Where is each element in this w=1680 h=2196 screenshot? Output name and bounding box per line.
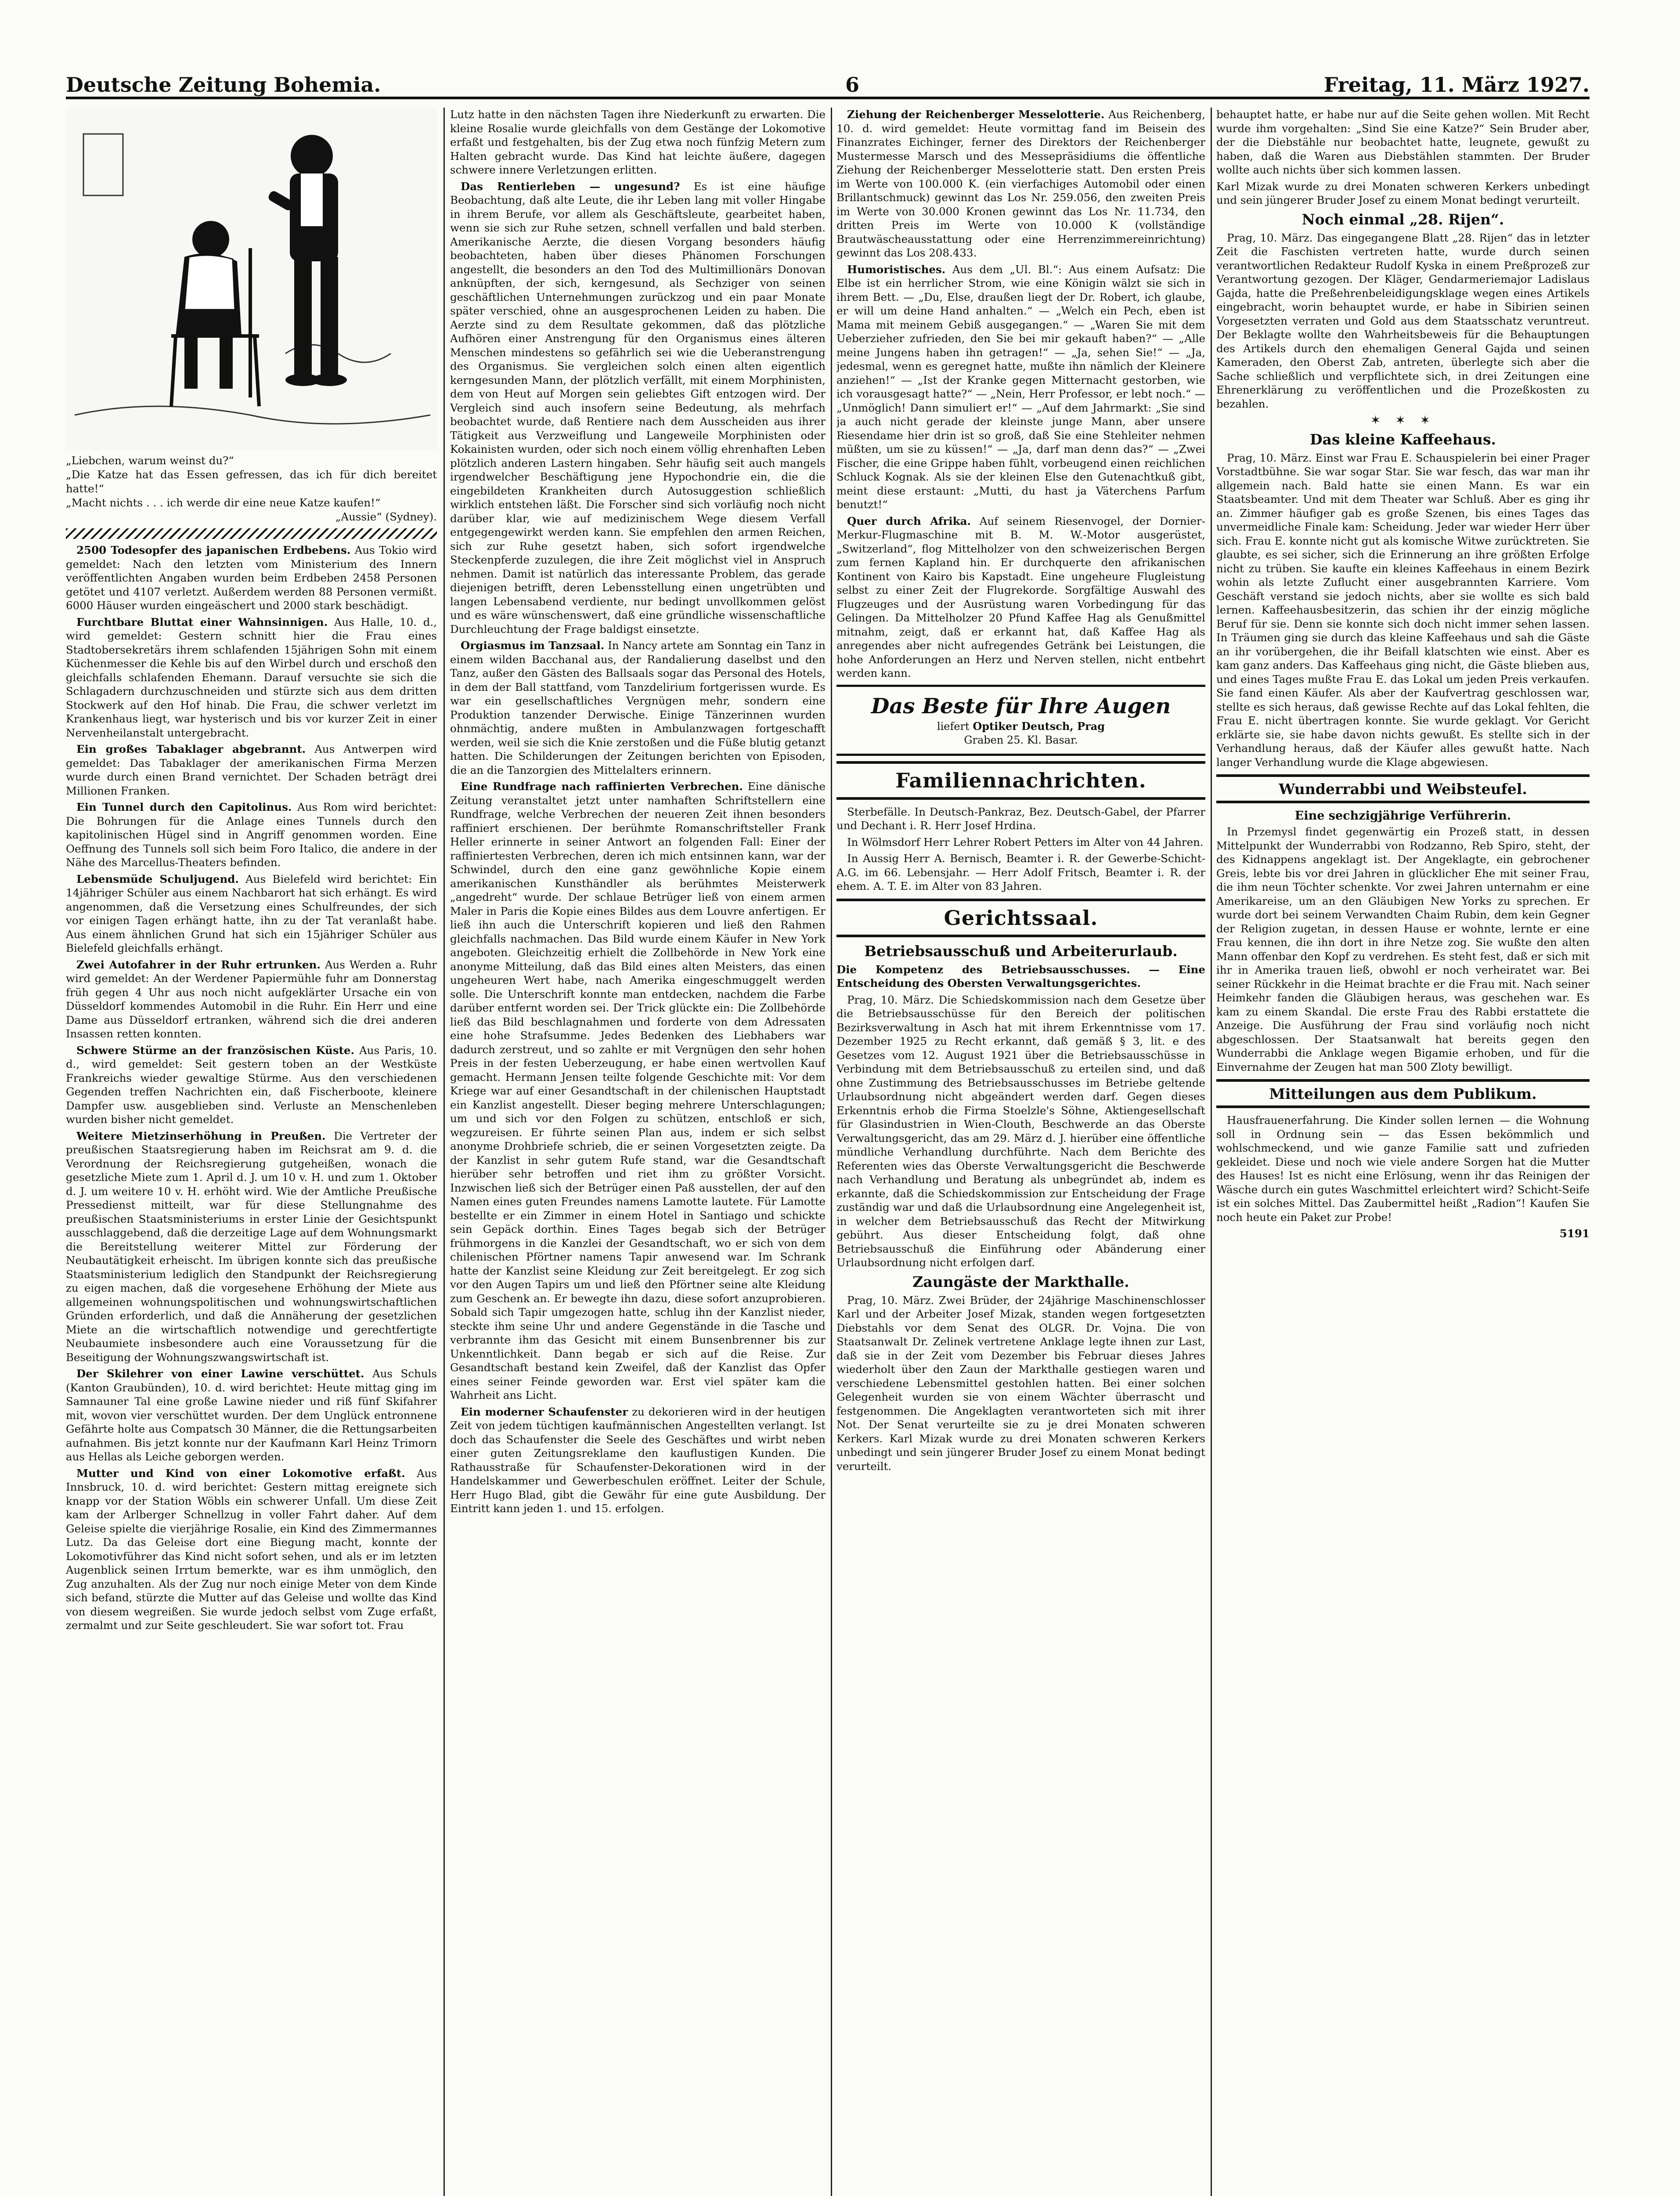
article-headline: Das Rentierleben — ungesund? [461, 180, 680, 193]
article-headline: Mutter und Kind von einer Lokomotive erfaßt. [76, 1466, 405, 1480]
article-text: Karl Mizak wurde zu drei Monaten schweren Kerkers unbedingt und sein jüngerer Bruder Josef zu einem Monat bedingt verurteilt. [1216, 180, 1590, 206]
cartoon-illustration [66, 108, 437, 450]
article [66, 543, 437, 613]
caption-line-1: „Liebchen, warum weinst du?“ [66, 454, 234, 467]
article-headline: 2500 Todesopfer des japanischen Erdbebens. [76, 544, 351, 556]
article-text: Aus Werden a. Ruhr wird gemeldet: An der Werdener Papiermühle fuhr am Donnerstag früh gegen 4 Uhr aus noch nicht aufgeklärter Ursache ein von Düsseldorf kommendes Automobil in die Ruhr. Ein Herr und eine Dame aus Düsseldorf ertranken, während sich die drei anderen Insassen retten konnten. [66, 958, 437, 1040]
article [66, 872, 437, 955]
family-news-item: In Wölmsdorf Herr Lehrer Robert Petters im Alter von 44 Jahren. [847, 835, 1204, 849]
caption-line-2: „Die Katze hat das Essen gefressen, das ich für dich bereitet hatte!“ [66, 468, 437, 495]
article [1216, 180, 1590, 207]
column-3 [836, 108, 1205, 2196]
article-text: behauptet hatte, er habe nur auf die Seite gehen wollen. Mit Recht wurde ihm vorgehalten: „Sind Sie eine Katze?“ Sein Bruder aber, der die Diebstähle nur beobachtet hatte, leugnete, gewußt zu haben, daß die Waren aus Diebstählen stammten. Der Bruder wollte auch nichts über sich kommen lassen. [1216, 108, 1590, 176]
masthead-page-number: 6 [845, 73, 860, 97]
article-headline: Ein moderner Schaufenster [461, 1405, 628, 1418]
market-text: Prag, 10. März. Zwei Brüder, der 24jährige Maschinenschlosser Karl und der Arbeiter Josef Mizak, standen wegen fortgesetzten Diebstahls vor dem Senat des OLGR. Dr. Vojna. Die von Staatsanwalt Dr. Zelinek vertretene Anklage legte ihnen zur Last, daß sie in der Zeit vom Dezember bis Februar dieses Jahres wiederholt über den Zaun der Markthalle gestiegen waren und verschiedene Lebensmittel gestohlen hatten. Bei einer solchen Gelegenheit wurden sie von einem Wächter überrascht und festgenommen. Die Angeklagten verantworteten sich mit ihrer Not. Der Senat verurteilte sie zu je drei Monaten schweren Kerkers. Karl Mizak wurde zu drei Monaten schweren Kerkers unbedingt und sein jüngerer Bruder Josef zu einem Monat bedingt verurteilt. [836, 1293, 1205, 1473]
article-text: Aus Halle, 10. d., wird gemeldet: Gestern schnitt hier die Frau eines Stadtobersekretärs ihrem schlafenden 15jährigen Sohn mit einem Küchenmesser die Kehle bis auf den Wirbel durch und erschoß den gleichfalls schlafenden Ehemann. Darauf versuchte sie sich die Schlagadern durchzuschneiden und stürzte sich aus dem dritten Stockwerk auf den Hof hinab. Die Frau, die schwer verletzt im Krankenhaus liegt, war hysterisch und bis vor kurzer Zeit in einer Nervenheilanstalt untergebracht. [66, 615, 437, 739]
article-headline: Eine Rundfrage nach raffinierten Verbrechen. [461, 780, 743, 793]
family-news-item: Sterbefälle. In Deutsch-Pankraz, Bez. Deutsch-Gabel, der Pfarrer und Dechant i. R. Herr Josef Hrdina. [836, 805, 1205, 832]
column-4-articles [1216, 108, 1590, 207]
masthead-date: Freitag, 11. März 1927. [1323, 73, 1590, 97]
court-title: Gerichtssaal. [944, 906, 1098, 930]
article [836, 263, 1205, 512]
cafe-title: Das kleine Kaffeehaus. [1309, 430, 1496, 448]
article-headline: Weitere Mietzinserhöhung in Preußen. [76, 1129, 326, 1142]
article [66, 1466, 437, 1633]
article [66, 1129, 437, 1365]
column-4 [1216, 108, 1590, 2196]
article-text: zu dekorieren wird in der heutigen Zeit von jedem tüchtigen kaufmännischen Angestellten verlangt. Ist doch das Schaufenster die Seele des Geschäftes und wirbt neben einer guten Zeitungsreklame den kauflustigen Kunden. Die Rathausstraße für Schaufenster-Dekorationen wird in der Handelskammer und Gewerbeschulen eröffnet. Leiter der Schule, Herr Hugo Blad, gibt die Gewähr für eine gute Ausbildung. Der Eintritt kann jeden 1. und 15. erfolgen. [450, 1405, 826, 1515]
ornament-divider: ✶ ✶ ✶ [1370, 413, 1436, 427]
article [66, 1044, 437, 1127]
article-text: Aus Schuls (Kanton Graubünden), 10. d. wird berichtet: Heute mittag ging im Samnauner Tal eine große Lawine nieder und riß fünf Skifahrer mit, wovon vier verschüttet wurden. Der dem Unglück entronnene Gefährte holte aus Compatsch 30 Männer, die die Rettungsarbeiten aufnahmen. Bis jetzt konnte nur der Kaufmann Karl Heinz Trimorn aus Hellas als Leiche geborgen werden. [66, 1367, 437, 1463]
court-subtitle: Betriebsausschuß und Arbeiterurlaub. [864, 942, 1178, 960]
wonder-title: Wunderrabbi und Weibsteufel. [1279, 780, 1527, 798]
rijen-text: Prag, 10. März. Das eingegangene Blatt „28. Rijen“ das in letzter Zeit die Faschisten vertreten hatte, wurde durch seinen verantwortlichen Redakteur Rudolf Kyska in einem Preßprozeß zur Verantwortung gezogen. Der Kläger, Gendarmeriemajor Ladislaus Gajda, hatte die Preßehrenbeleidigungsklage wegen eines Artikels eingebracht, worin behauptet wurde, er habe in Sibirien seinen Vorgesetzten verraten und Gold aus dem Staatsschatz veruntreut. Der Beklagte wollte den Wahrheitsbeweis für die Behauptungen des Artikels durch den ehemaligen General Gajda und seinen Kameraden, den Oberst Zab, antreten, überlegte sich aber die Sache schließlich und verpflichtete sich, in drei Zeitungen eine Ehrenerklärung zu veröffentlichen und die Prozeßkosten zu bezahlen. [1216, 231, 1590, 410]
notice-text: Hausfrauenerfahrung. Die Kinder sollen lernen — die Wohnung soll in Ordnung sein — das Essen bekömmlich und wohlschmeckend, und wie ganze Familie satt und zufrieden gekleidet. Diese und noch wie viele andere Sorgen hat die Mutter des Hauses! Ist es nicht eine Erlösung, wenn ihr das Reinigen der Wäsche durch ein gutes Waschmittel erleichtert wird? Schicht-Seife ist ein solches Mittel. Das Zaubermittel heißt „Radion“! Kaufen Sie noch heute ein Paket zur Probe! [1216, 1114, 1590, 1224]
article [450, 639, 826, 777]
article [66, 958, 437, 1041]
ad-slogan: Das Beste für Ihre Augen [871, 693, 1171, 719]
rijen-title: Noch einmal „28. Rijen“. [1301, 210, 1504, 228]
article-text: Aus dem „Ul. Bl.“: Aus einem Aufsatz: Die Elbe ist ein herrlicher Strom, wie eine Königin wälzt sie sich in ihrem Bett. — „Du, Else, draußen liegt der Dr. Robert, ich glaube, er will um deine Hand anhalten.“ — „Welch ein Pech, eben ist Mama mit meinem Gebiß ausgegangen.“ — „Waren Sie mit dem Ueberzieher zufrieden, den Sie bei mir gekauft haben?“ — „Alle meine Jungens haben ihn getragen!“ — „Ja, sehen Sie!“ — „Ja, jedesmal, wenn es geregnet hatte, mußte ihn nämlich der Kleinere anziehen!“ — „Ist der Kranke gegen Mitternacht gestorben, wie ich vorausgesagt hatte?“ — „Nein, Herr Professor, er lebt noch.“ — „Unmöglich! Dann simuliert er!“ — „Auf dem Jahrmarkt: „Sie sind ja auch nicht gerade der kleinste junge Mann, aber unsere Riesendame hier drin ist so groß, daß Sie eine Stehleiter nehmen müßten, um sie zu küssen!“ — „Ja, darf man denn das?“ — „Zwei Fischer, die eine Grippe haben fühlt, vorbeugend einen reichlichen Schluck Kognak. Als sie der kleinen Else den Gutenachtkuß gibt, meint diese erstaunt: „Mutti, du hast ja Väterchens Parfum benutzt!“ [836, 263, 1205, 511]
decorative-divider [66, 528, 437, 539]
article [66, 800, 437, 870]
article-text: Aus Rom wird berichtet: Die Bohrungen für die Anlage eines Tunnels durch den kapitolinischen Hügel sind in Angriff genommen worden. Eine Oeffnung des Tunnels soll sich beim Foro Italico, die andere in der Nähe des Marcellus-Theaters befinden. [66, 801, 437, 869]
article-text: Die Vertreter der preußischen Staatsregierung haben im Reichsrat am 9. d. die Verordnung der Reichsregierung gutgeheißen, wonach die gesetzliche Miete zum 1. April d. J. um 10 v. H. und zum 1. Oktober d. J. um weitere 10 v. H. erhöht wird. Wie der Amtliche Preußische Pressedienst mitteilt, war für diese Stellungnahme des preußischen Staatsministeriums in erster Linie der Gesichtspunkt ausschlaggebend, daß die derzeitige Lage auf dem Wohnungsmarkt die Bereitstellung weiterer Mittel zur Förderung der Neubautätigkeit erheischt. Im übrigen konnte sich das preußische Staatsministerium lediglich den Standpunkt der Reichsregierung zu eigen machen, daß die vorgesehene Erhöhung der Miete aus allgemeinen wohnungspolitischen und wohnungswirtschaftlichen Gründen erforderlich, und daß die Annäherung der gesetzlichen Miete an die wirtschaftlich notwendige und gerechtfertigte Neubaumiete insbesondere auch eine Voraussetzung für die Beseitigung der Wohnungszwangswirtschaft ist. [66, 1129, 437, 1364]
article-text: Aus Innsbruck, 10. d. wird berichtet: Gestern mittag ereignete sich knapp vor der Station Wöbls ein schwerer Unfall. Um diese Zeit kam der Arlberger Schnellzug in voller Fahrt daher. Auf dem Geleise spielte die vierjährige Rosalie, ein Kind des Zimmermannes Lutz. Da das Geleise dort eine Biegung macht, konnte der Lokomotivführer das Kind nicht sofort sehen, und als er im letzten Augenblick seinen Irrtum bemerkte, war es ihm unmöglich, den Zug anzuhalten. Als der Zug nur noch einige Meter von dem Kinde sich befand, stürzte die Mutter auf das Geleise und wollte das Kind von diesem wegreißen. Sie wurde jedoch selbst vom Zuge erfaßt, zermalmt und zur Seite geschleudert. Sie war sofort tot. Frau [66, 1466, 437, 1632]
cartoon-credit: „Aussie“ (Sydney). [335, 510, 437, 523]
article-headline: Zwei Autofahrer in der Ruhr ertrunken. [76, 958, 321, 971]
article [450, 1405, 826, 1516]
column-1-articles [66, 543, 437, 1633]
article-text: Aus Reichenberg, 10. d. wird gemeldet: Heute vormittag fand im Beisein des Finanzrates Eichinger, ferner des Direktors der Reichenberger Mustermesse Marsch und des Messepräsidiums die öffentliche Ziehung der Reichenberger Messelotterie statt. Den ersten Preis im Werte von 100.000 K. (ein vierfachiges Automobil oder einen Brillantschmuck) gewinnt das Los Nr. 259.056, den zweiten Preis im Werte von 30.000 Kronen gewinnt das Los Nr. 11.734, den dritten Preis im Werte von 10.000 K (vollständige Brautwäscheausstattung oder eine Herrenzimmereinrichtung) gewinnt das Los 208.433. [836, 108, 1205, 259]
article [66, 742, 437, 798]
article-text: Aus Bielefeld wird berichtet: Ein 14jähriger Schüler aus einem Nachbarort hat sich erhängt. Es wird angenommen, daß die Versetzung eines Schulfreundes, der sich vor einigen Tagen erhängt hatte, ihn zu der Tat veranlaßt habe. Aus einem ähnlichen Grund hat sich ein 15jähriger Schüler aus Bielefeld gleichfalls erhängt. [66, 872, 437, 954]
caption-line-3: „Macht nichts . . . ich werde dir eine neue Katze kaufen!“ [66, 496, 381, 509]
column-rule [831, 108, 832, 2196]
article-text: Eine dänische Zeitung veranstaltet jetzt unter namhaften Schriftstellern eine Rundfrage, welche Verbrechen der neueren Zeit ihnen besonders raffiniert erschienen. Der berühmte Romanschriftsteller Frank Heller erinnerte in seiner Antwort an folgenden Fall: Einer der raffiniertesten Verbrechen, deren ich mich entsinnen kann, war der Schwindel, durch den eine ganz gewöhnliche Kopie einem amerikanischen Kunsthändler als berühmtes Meisterwerk „angedreht“ wurde. Der schlaue Betrüger ließ von einem armen Maler in Paris die Kopie eines Bildes aus dem Louvre anfertigen. Er ließ ihn auch die Unterschrift kopieren und ließ den Rahmen gleichfalls nachmachen. Das Bild wurde einem Käufer in New York angeboten. Gleichzeitig erhielt die Zollbehörde in New York eine anonyme Mitteilung, daß das Bild eines alten Meisters, das einen ungeheuren Wert habe, nach Amerika eingeschmuggelt werden solle. Die Unterschrift konnte man entdecken, nachdem die Farbe darüber entfernt worden sei. Der Trick glückte ein: Die Zollbehörde ließ das Bild beschlagnahmen und forderte von dem Adressaten eine hohe Strafsumme. Jedes Bedenken des Liebhabers war dadurch zerstreut, und so zahlte er mit Vergnügen den sehr hohen Preis in der festen Ueberzeugung, er habe einen wertvollen Kauf gemacht. Hermann Jensen teilte folgende Geschichte mit: Vor dem Kriege war auf einer Gesandtschaft in der chilenischen Hauptstadt ein Kanzlist angestellt. Dieser beging mehrere Unterschlagungen; um und sich vor den Folgen zu schützen, entschloß er sich, wegzureisen. Er führte seinen Plan aus, indem er sich selbst anonyme Drohbriefe schrieb, die er seinen Vorgesetzten zeigte. Da der Kanzlist in sehr gutem Rufe stand, war die Gesandtschaft hierüber sehr betroffen und riet ihm zu größter Vorsicht. Inzwischen ließ sich der Betrüger einen Paß ausstellen, der auf den Namen eines guten Freundes namens Lamotte lautete. Für Lamotte bestellte er ein Zimmer in einem Hotel in Santiago und schickte sein Gepäck dorthin. Eines Tages begab sich der Betrüger frühmorgens in die Kanzlei der Gesandtschaft, wo er sich von dem chilenischen Pförtner namens Tapir anwesend war. Im Schrank hatte der Kanzlist seine Kleidung zur Zeit bereitgelegt. Er zog sich vor den Augen Tapirs um und ließ den Pförtner seine alte Kleidung zum Geschenk an. Er bewegte ihn dazu, diese sofort anzuprobieren. Sobald sich Tapir umgezogen hatte, schlug ihn der Kanzlist nieder, steckte ihm seine Uhr und andere Gegenstände in die Tasche und verbrannte ihm das Gesicht mit einem Bunsenbrenner bis zur Unkenntlichkeit. Dann begab er sich auf die Reise. Zur Gesandtschaft bestand kein Zweifel, daß der Kanzlist das Opfer eines seiner Feinde geworden war. Erst viel später kam die Wahrheit ans Licht. [450, 780, 826, 1401]
masthead [66, 66, 1590, 99]
column-1 [66, 108, 437, 2196]
column-3-articles [836, 108, 1205, 680]
article-text: Aus Antwerpen wird gemeldet: Das Tabaklager der amerikanischen Firma Merzen wurde durch einen Brand vernichtet. Der Schaden beträgt drei Millionen Franken. [66, 743, 437, 797]
article [66, 1367, 437, 1464]
market-title: Zaungäste der Markthalle. [912, 1273, 1129, 1290]
article-text: Es ist eine häufige Beobachtung, daß alte Leute, die ihr Leben lang mit voller Hingabe in ihrem Berufe, vor allem als Geschäftsleute, gearbeitet haben, wenn sie sich zur Ruhe setzen, schnell verfallen und bald sterben. Amerikanische Aerzte, die diesen Vorgang besonders häufig beobachteten, haben über dieses Phänomen Forschungen angestellt, die besonders an den Tod des Multimillionärs Donovan anknüpften, der sich, kerngesund, als Sechziger von seinen geschäftlichen Unternehmungen zurückzog und ein paar Monate später verschied, ohne an ausgesprochenen Leiden zu haben. Die Aerzte sind zu dem Resultate gekommen, daß das plötzliche Aufhören einer Anstrengung für den Organismus eines älteren Menschen mindestens so gefährlich sei wie die Ueberanstrengung des Organismus. Sie vergleichen solch einen alten eigentlich kerngesunden Mann, der plötzlich verfällt, mit einem Morphinisten, dem von Heut auf Morgen sein geliebtes Gift entzogen wird. Der Vergleich sind auch insofern seine Bedeutung, als mehrfach beobachtet wurde, daß Rentiere nach dem Ausscheiden aus ihrer Tätigkeit aus Verzweiflung und Langeweile Morphinisten oder Kokainisten wurden, oder sich noch einem völlig ehrenhaften Leben plötzlich anderen Lastern hingaben. Sehr häufig seit auch mangels irgendwelcher Beschäftigung jene Hypochondrie ein, die die eingebildeten Krankheiten durch Autosuggestion schließlich wirklich entstehen läßt. Die Forscher sind sich vorläufig noch nicht darüber klar, wie auf medizinischem Wege diesem Verfall entgegengewirkt werden kann. Sie empfehlen den armen Reichen, sich zur Ruhe gesetzt haben, sich sofort irgendwelche Steckenpferde zuzulegen, die ihre Zeit möglichst viel in Anspruch nehmen. Damit ist natürlich das interessante Problem, das gerade diejenigen betrifft, deren Lebensstellung einen ungetrübten und langen Lebensabend verdiente, nur bedingt unvollkommen gelöst und es wäre wünschenswert, daß eine gründliche wissenschaftliche Durchleuchtung der Frage baldigst einsetzte. [450, 180, 826, 636]
family-news-list [836, 805, 1205, 893]
court-text: Prag, 10. März. Die Schiedskommission nach dem Gesetze über die Betriebsausschüsse für den Bereich der politischen Bezirksverwaltung in Asch hat mit ihrem Erkenntnisse vom 17. Dezember 1925 zu Recht erkannt, daß gemäß § 3, lit. e des Gesetzes vom 12. August 1921 über die Betriebsausschüsse in Verbindung mit dem Betriebsausschuß zu erteilen sind, und daß ohne Zustimmung des Betriebsausschusses im Betriebe geltende Urlaubsordnung nicht abgeändert werden darf. Gegen dieses Erkenntnis erhob die Firma Stoelzle's Söhne, Aktiengesellschaft für Glasindustrien in Wien-Clouth, Beschwerde an das Oberste Verwaltungsgericht, das am 29. März d. J. hierüber eine öffentliche mündliche Verhandlung durchführte. Nach dem Berichte des Referenten wies das Oberste Verwaltungsgericht die Beschwerde nach Verhandlung und Beratung als unbegründet ab, indem es erkannte, daß die Schiedskommission zur Entscheidung der Frage zuständig war und daß die Urlaubsordnung eine Angelegenheit ist, in welcher dem Betriebsausschuß das Recht der Mitwirkung gebührt. Aus dieser Entscheidung folgt, daß ohne Betriebsausschuß die Einführung oder Abänderung einer Urlaubsordnung nicht erfolgen darf. [836, 993, 1205, 1269]
ad-supplier-lead: liefert [937, 720, 970, 733]
column-2-articles [450, 108, 826, 1516]
article-headline: Furchtbare Bluttat einer Wahnsinnigen. [76, 615, 328, 628]
article-headline: Der Skilehrer von einer Lawine verschüttet. [76, 1367, 364, 1380]
article [450, 180, 826, 636]
cartoon-caption [66, 454, 437, 524]
article [836, 108, 1205, 260]
article [450, 108, 826, 177]
article-text: Aus Paris, 10. d., wird gemeldet: Seit gestern toben an der Westküste Frankreichs wieder gewaltige Stürme. Aus den verschiedenen Gegenden treffen Nachrichten ein, daß Fischerboote, kleinere Dampfer usw. ausgeblieben sind. Verluste an Menschenleben wurden bisher nicht gemeldet. [66, 1044, 437, 1126]
article-headline: Ziehung der Reichenberger Messelotterie. [847, 108, 1105, 121]
article [450, 780, 826, 1402]
article-headline: Humoristisches. [847, 263, 946, 276]
wonder-section-header [1216, 774, 1590, 803]
ad-supplier [839, 719, 1203, 734]
cartoon-drawing [66, 108, 437, 450]
notice-code: 5191 [1559, 1227, 1590, 1240]
article-headline: Orgiasmus im Tanzsaal. [461, 639, 605, 652]
column-rule [1211, 108, 1212, 2196]
ad-supplier-name: Optiker Deutsch, Prag [973, 719, 1105, 733]
optician-advertisement [836, 685, 1205, 756]
notice-section-header [1216, 1079, 1590, 1108]
court-section-header [836, 899, 1205, 937]
wonder-text: In Przemysl findet gegenwärtig ein Prozeß statt, in dessen Mittelpunkt der Wunderrabbi von Rodzanno, Reb Spiro, steht, der des Kidnappens angeklagt ist. Der Angeklagte, ein gebrochener Greis, lebte bis vor drei Jahren in glücklicher Ehe mit seiner Frau, die ihm neun Töchter schenkte. Vor zwei Jahren unternahm er eine Amerikareise, um an den Gläubigen New Yorks zu sprechen. Er wurde dort bei seinem Verwandten Chaim Rubin, dem kein Gegner der Religion zugetan, in dessen Hause er wohnte, lernte er eine Frau kennen, die ihn dort in ihre Netze zog. Sie wußte den alten Mann offenbar den Kopf zu verdrehen. Es steht fest, daß er sich mit ihr in Amerika trauen ließ, obwohl er noch verheiratet war. Bei seiner Rückkehr in die Heimat brachte er die Frau mit. Nach seiner Heimkehr fanden die Gläubigen heraus, was geschehen war. Es kam zu einem Skandal. Die erste Frau des Rabbi erstattete die Anzeige. Die Ausführung der Frau sind vorläufig noch nicht abgeschlossen. Der Staatsanwalt hat bereits gegen den Wunderrabbi die Anklage wegen Bigamie erhoben, und für die Einvernahme der Zeugen hat man 500 Zloty bewilligt. [1216, 825, 1590, 1073]
article-text: In Nancy artete am Sonntag ein Tanz in einem wilden Bacchanal aus, der Randalierung daselbst und den Tanz, außer den Gästen des Ballsaals sogar das Personal des Hotels, in dem der Ball stattfand, vom Tanzdelirium fortgerissen wurde. Es war ein gesellschaftliches Vergnügen mehr, sondern eine Produktion tanzender Derwische. Einige Tänzerinnen wurden ohnmächtig, andere mußten in Ambulanzwagen fortgeschafft werden, weil sie sich die Knie zerstoßen und die Füße blutig getanzt hatten. Die Schilderungen der Zeitungen berichten von Episoden, die an die Tanzorgien des Mittelalters erinnern. [450, 639, 826, 777]
family-news-item: In Aussig Herr A. Bernisch, Beamter i. R. der Gewerbe-Schicht-A.G. im 66. Lebensjahr. — Herr Adolf Fritsch, Beamter i. R. der ehem. A. T. E. im Alter von 83 Jahren. [836, 852, 1205, 892]
masthead-paper-name: Deutsche Zeitung Bohemia. [66, 73, 381, 97]
article [66, 615, 437, 740]
column-rule [443, 108, 445, 2196]
cafe-text: Prag, 10. März. Einst war Frau E. Schauspielerin bei einer Prager Vorstadtbühne. Sie war sogar Star. Sie war fesch, das war man ihr allgemein nach. Bald hatte sie einen Mann. Es war ein Staatsbeamter. Und mit dem Theater war Schluß. Aber es ging ihr an. Zimmer häufiger gab es große Szenen, bis eines Tages das unvermeidliche Finale kam: Scheidung. Jeder war wieder Herr über sich. Frau E. konnte nicht gut als komische Witwe zurücktreten. Sie glaubte, es sei sicher, sich die Erinnerung an ihre größten Erfolge nicht zu trüben. Sie kaufte ein kleines Kaffeehaus in einem Bezirk wohin als letzte Zuflucht einer ausgebrannten Karriere. Vom Geschäft verstand sie jedoch nichts, aber sie wollte es sich bald lernen. Kaffeehausbesitzerin, das schien ihr der einzig mögliche Beruf für sie. Denn sie konnte sich doch nicht immer sehen lassen. In Träumen ging sie durch das kleine Kaffeehaus und sah die Gäste an ihr vorübergehen, die ihr Beifall klatschten wie einst. Aber es kam ganz anders. Das Kaffeehaus ging nicht, die Gäste blieben aus, und eines Tages mußte Frau E. das Lokal um jeden Preis verkaufen. Sie fand einen Käufer. Als aber der Kaufvertrag geschlossen war, stellte es sich heraus, daß gewisse Rechte auf das Lokal fehlten, die Frau E. nicht übertragen konnte. Sie wurde geklagt. Vor Gericht erklärte sie, sie habe davon nichts gewußt. Es stellte sich in der Verhandlung heraus, daß der Käufer alles gewußt hatte. Nach langer Verhandlung wurde die Klage abgewiesen. [1216, 451, 1590, 769]
article-text: Lutz hatte in den nächsten Tagen ihre Niederkunft zu erwarten. Die kleine Rosalie wurde gleichfalls von dem Gestänge der Lokomotive erfaßt und festgehalten, bis der Zug etwa noch fünfzig Metern zum Halten gebracht wurde. Das Kind hat leichte äußere, dagegen schwere innere Verletzungen erlitten. [450, 108, 826, 176]
article [1216, 108, 1590, 177]
article-headline: Quer durch Afrika. [847, 514, 971, 527]
article-headline: Ein Tunnel durch den Capitolinus. [76, 801, 292, 813]
family-news-title: Familiennachrichten. [895, 768, 1146, 792]
family-news-section [836, 761, 1205, 800]
article-headline: Ein großes Tabaklager abgebrannt. [76, 743, 306, 755]
court-lead: Die Kompetenz des Betriebsausschusses. — Eine Entscheidung des Obersten Verwaltungsgerichtes. [836, 963, 1205, 990]
article-headline: Schwere Stürme an der französischen Küste. [76, 1044, 355, 1057]
article-text: Auf seinem Riesenvogel, der Dornier-Merkur-Flugmaschine mit B. M. W.-Motor ausgerüstet, „Switzerland“, flog Mittelholzer von den schweizerischen Bergen zum fernen Kapland hin. Er durchquerte den afrikanischen Kontinent von Kairo bis Kapstadt. Eine ungeheure Flugleistung selbst zu einer Zeit der Flugrekorde. Sorgfältige Auswahl des Flugzeuges und der Ausrüstung waren Vorbedingung für das Gelingen. Da Mittelholzer 20 Pfund Kaffee Hag als Genußmittel mitnahm, zeigt, daß er erkannt hat, daß Kaffee Hag als anregendes aber nicht aufregendes Getränk bei Leistungen, die hohe Anforderungen an Herz und Nerven stellen, nicht entbehrt werden kann. [836, 514, 1205, 679]
notice-title: Mitteilungen aus dem Publikum. [1269, 1085, 1537, 1102]
article-text: Aus Tokio wird gemeldet: Nach den letzten vom Ministerium des Innern veröffentlichten Angaben wurden beim Erdbeben 2458 Personen getötet und 4107 verletzt. Außerdem werden 88 Personen vermißt. 6000 Häuser wurden eingeäschert und 2000 stark beschädigt. [66, 544, 437, 612]
wonder-subtitle: Eine sechzigjährige Verführerin. [1294, 809, 1511, 823]
column-2 [450, 108, 826, 2196]
article-headline: Lebensmüde Schuljugend. [76, 872, 239, 885]
ad-address: Graben 25. Kl. Basar. [964, 734, 1078, 746]
article [836, 514, 1205, 680]
